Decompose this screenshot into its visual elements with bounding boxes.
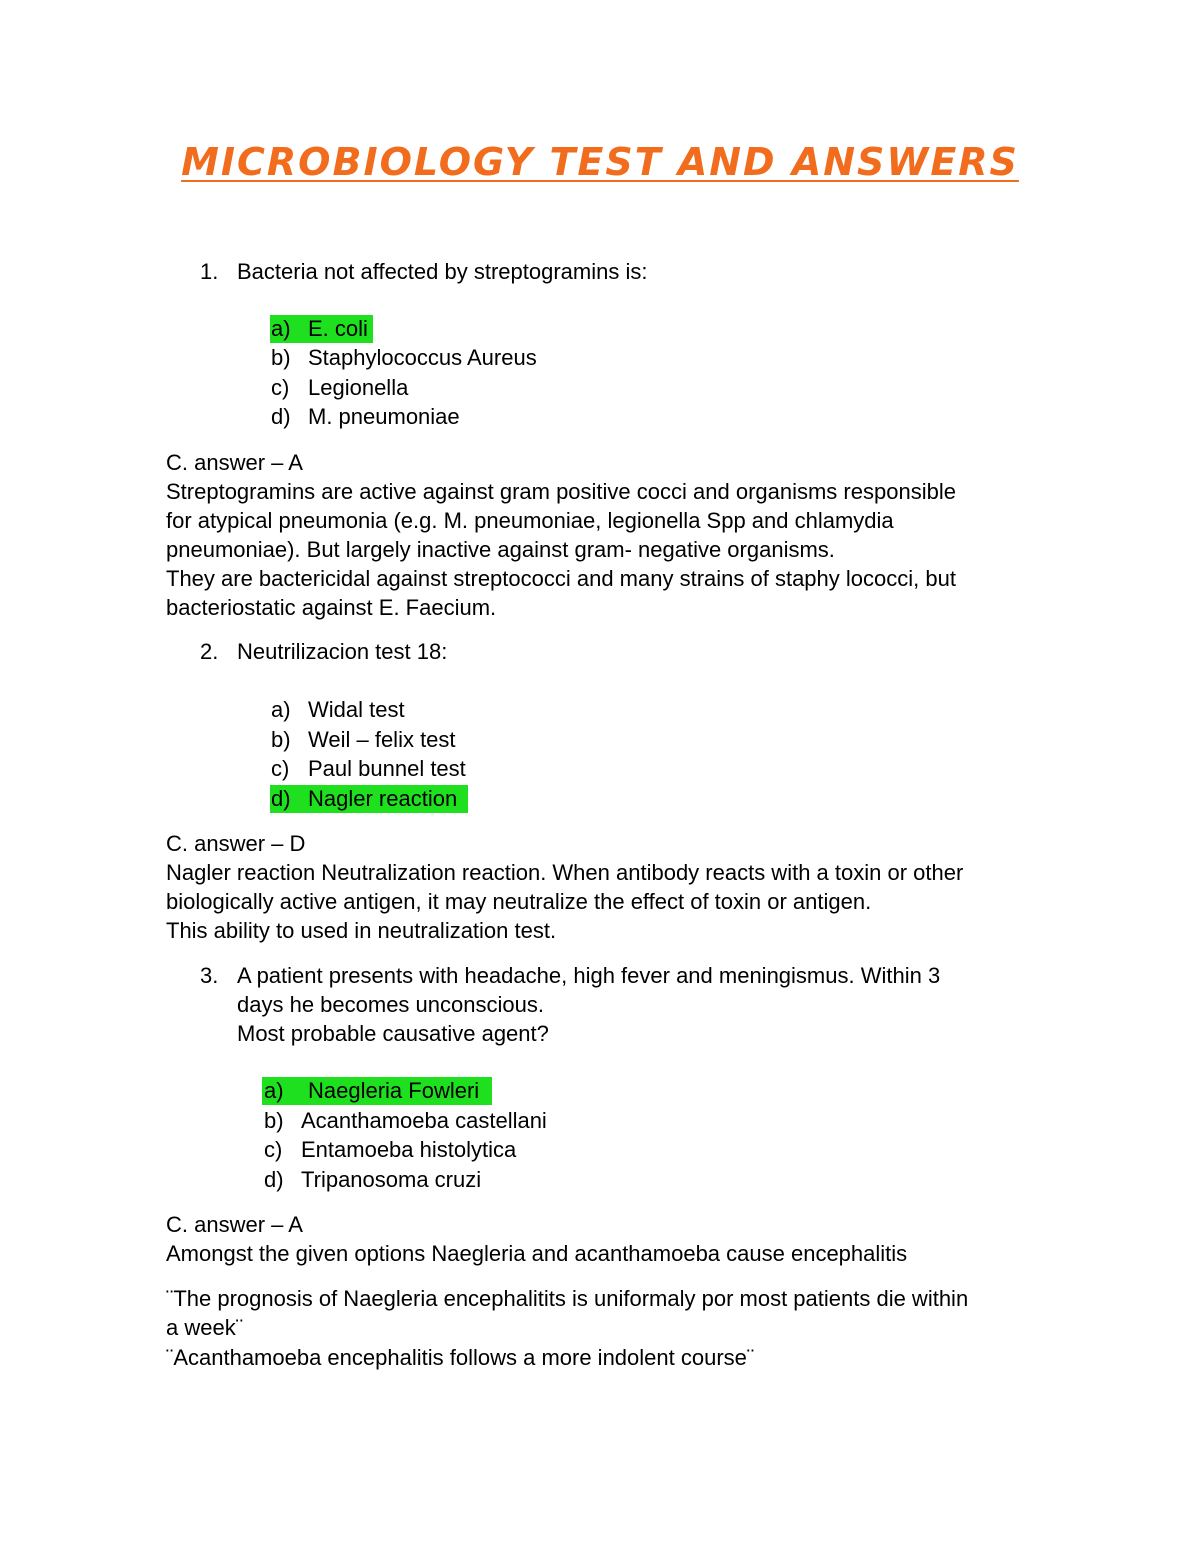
question-3-text: days he becomes unconscious. <box>237 992 544 1017</box>
question-2-number: 2. <box>200 639 219 664</box>
q1-option-d-text: M. pneumoniae <box>308 404 460 429</box>
q1-option-d-letter: d) <box>271 404 291 429</box>
q3-option-b-letter: b) <box>264 1108 284 1133</box>
q3-option-a-text: Naegleria Fowleri <box>308 1078 480 1103</box>
q1-explanation-line: bacteriostatic against E. Faecium. <box>166 595 497 620</box>
q2-option-a-text: Widal test <box>308 697 405 722</box>
q2-explanation-line: Nagler reaction Neutralization reaction. When antibody reacts with a toxin or other <box>166 860 964 885</box>
q2-option-c-text: Paul bunnel test <box>308 756 466 781</box>
q2-option-c-letter: c) <box>271 756 290 781</box>
q3-option-a-letter: a) <box>264 1078 284 1103</box>
q1-option-b-text: Staphylococcus Aureus <box>308 345 537 370</box>
q3-explanation-line: Amongst the given options Naegleria and acanthamoeba cause encephalitis <box>166 1241 908 1266</box>
q1-option-c-text: Legionella <box>308 375 409 400</box>
q1-option-b-letter: b) <box>271 345 291 370</box>
q3-quote-line: ¨Acanthamoeba encephalitis follows a more indolent course¨ <box>166 1345 755 1370</box>
q2-option-a-letter: a) <box>271 697 291 722</box>
page-title: MICROBIOLOGY TEST AND ANSWERS <box>181 140 1019 184</box>
question-3-text: A patient presents with headache, high fever and meningismus. Within 3 <box>237 963 941 988</box>
q1-option-a-letter: a) <box>271 316 291 341</box>
question-3-number: 3. <box>200 963 219 988</box>
q2-explanation-line: This ability to used in neutralization test. <box>166 918 557 943</box>
q3-option-c-letter: c) <box>264 1137 283 1162</box>
q3-quote-line: ¨The prognosis of Naegleria encephalitits is uniformaly por most patients die within <box>166 1286 969 1311</box>
q3-quote-line: a week¨ <box>166 1315 244 1340</box>
q1-option-c-letter: c) <box>271 375 290 400</box>
q1-explanation-line: for atypical pneumonia (e.g. M. pneumoniae, legionella Spp and chlamydia <box>166 508 894 533</box>
question-2-text: Neutrilizacion test 18: <box>237 639 448 664</box>
q1-explanation-line: They are bactericidal against streptococci and many strains of staphy lococci, but <box>166 566 956 591</box>
q3-correct-answer: C. answer – A <box>166 1212 303 1237</box>
q1-option-a-text: E. coli <box>308 316 368 341</box>
q2-option-d-letter: d) <box>271 786 291 811</box>
q3-option-d-letter: d) <box>264 1167 284 1192</box>
q2-correct-answer: C. answer – D <box>166 831 306 856</box>
q2-option-b-text: Weil – felix test <box>308 727 456 752</box>
q3-option-d-text: Tripanosoma cruzi <box>301 1167 482 1192</box>
q2-explanation-line: biologically active antigen, it may neutralize the effect of toxin or antigen. <box>166 889 872 914</box>
q1-correct-answer: C. answer – A <box>166 450 303 475</box>
q1-explanation-line: Streptogramins are active against gram positive cocci and organisms responsible <box>166 479 956 504</box>
q3-option-b-text: Acanthamoeba castellani <box>301 1108 547 1133</box>
q1-explanation-line: pneumoniae). But largely inactive against gram- negative organisms. <box>166 537 835 562</box>
q2-option-d-text: Nagler reaction <box>308 786 458 811</box>
q2-option-b-letter: b) <box>271 727 291 752</box>
q3-option-c-text: Entamoeba histolytica <box>301 1137 517 1162</box>
question-1-number: 1. <box>200 259 219 284</box>
question-3-text: Most probable causative agent? <box>237 1021 549 1046</box>
question-1-text: Bacteria not affected by streptogramins is: <box>237 259 648 284</box>
